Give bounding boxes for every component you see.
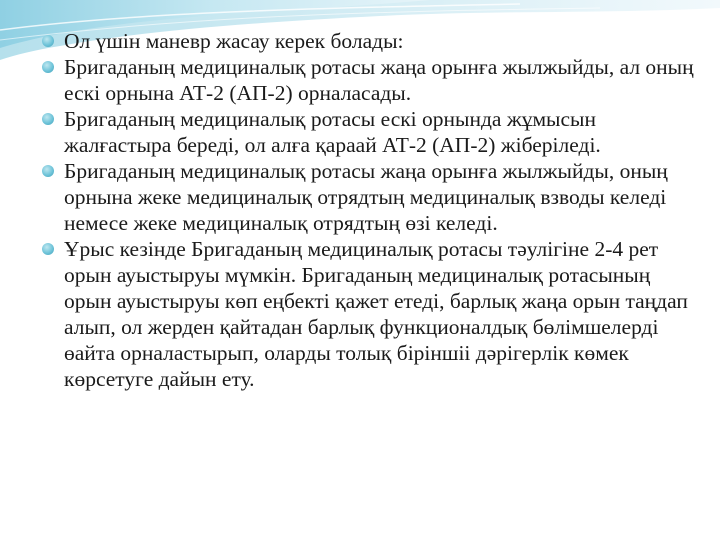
- bullet-icon: [42, 243, 54, 255]
- bullet-icon: [42, 165, 54, 177]
- list-item: [40, 54, 700, 106]
- list-item: [40, 158, 700, 236]
- bullet-text: Бригаданың медициналық ротасы жаңа орынға жылжыйды, ал оның ескі орнына АТ-2 (АП-2) орналасады.: [64, 55, 694, 105]
- list-item: [40, 106, 700, 158]
- bullet-text: Ол үшін маневр жасау керек болады:: [64, 29, 404, 53]
- bullet-icon: [42, 113, 54, 125]
- bullet-icon: [42, 35, 54, 47]
- bullet-icon: [42, 61, 54, 73]
- bullet-text: Бригаданың медициналық ротасы ескі орнында жұмысын жалғастыра береді, ол алға қараай АТ-2 (АП-2) жіберіледі.: [64, 107, 601, 157]
- bullet-text: Ұрыс кезінде Бригаданың медициналық ротасы тәулігіне 2-4 рет орын ауыстыруы мүмкін. Бригаданың медициналық ротасының орын ауыстыруы көп еңбекті қажет етеді, барлық жаңа орын таңдап алып, ол жерден қайтадан барлық функционалдық бөлімшелерді өайта орналастырып, оларды толық біріншіі дәрігерлік көмек көрсетуге дайын ету.: [64, 237, 688, 391]
- bullet-list: [40, 28, 700, 392]
- bullet-text: Бригаданың медициналық ротасы жаңа орынға жылжыйды, оның орнына жеке медициналық отрядтың медициналық взводы келеді немесе жеке медициналық отрядтың өзі келеді.: [64, 159, 668, 235]
- list-item: [40, 28, 700, 54]
- list-item: [40, 236, 700, 392]
